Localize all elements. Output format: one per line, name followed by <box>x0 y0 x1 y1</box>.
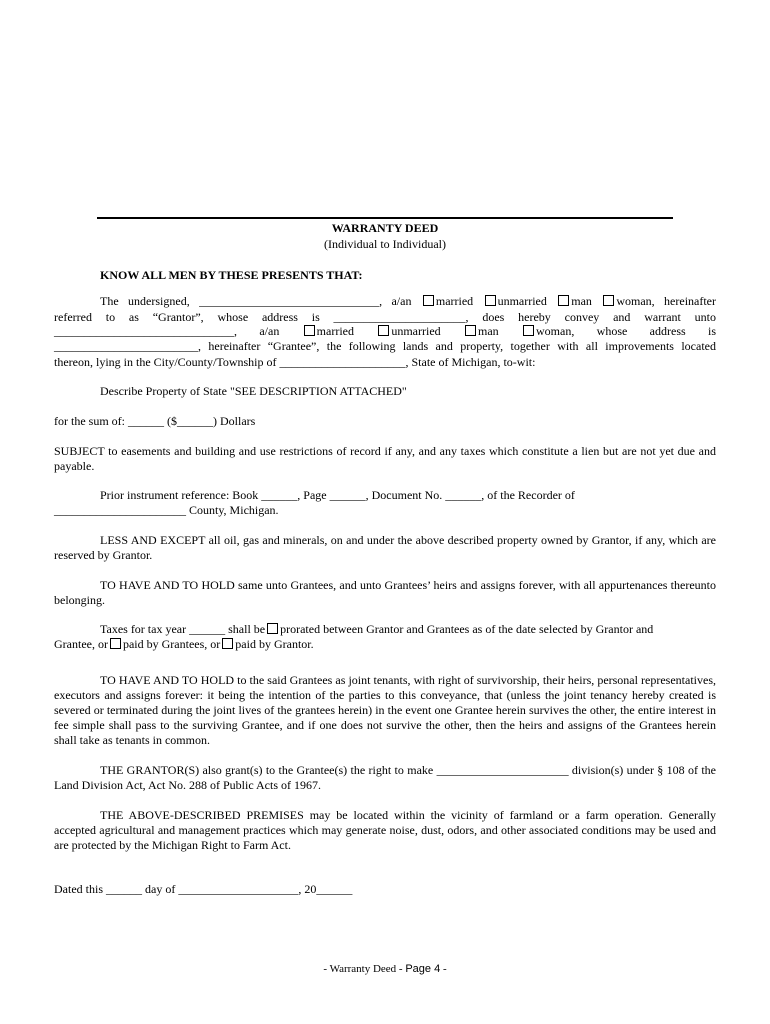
grantor-division-clause: THE GRANTOR(S) also grant(s) to the Grantee(s) the right to make ______________________ division(s) under § 108 of the Land Division Act, Act No. 288 of Public Acts of 1967. <box>54 763 716 792</box>
unmarried-checkbox-2[interactable] <box>378 325 389 336</box>
to-have-and-hold-1: TO HAVE AND TO HOLD same unto Grantees, and unto Grantees’ heirs and assigns forever, with all appurtenances thereunto belonging. <box>54 578 716 607</box>
farmland-clause: THE ABOVE-DESCRIBED PREMISES may be located within the vicinity of farmland or a farm operation. Generally accepted agricultural and management practices which may generate noise, dust, odors, and other associated conditions may be used and are protected by the Michigan Right to Farm Act. <box>54 808 716 852</box>
man-checkbox-1[interactable] <box>558 295 569 306</box>
page-number: Page 4 <box>405 963 441 975</box>
to-have-and-hold-2: TO HAVE AND TO HOLD to the said Grantees as joint tenants, with right of survivorship, their heirs, personal representatives, executors and assigns forever: it being the intention of the parties to this conveyance, that (unless the joint tenancy hereby created is severed or terminated during the joint lives of the grantees herein) in the event one Grantee herein survives the other, the entire interest in fee simple shall pass to the surviving Grantee, and if one does not survive the other, then the heirs and assigns of the Grantees herein shall take as tenants in common. <box>54 673 716 747</box>
subject-clause: SUBJECT to easements and building and use restrictions of record if any, and any taxes which constitute a lien but are not yet due and payable. <box>54 444 716 473</box>
woman-checkbox-1[interactable] <box>603 295 614 306</box>
grantee-line-1: ______________________________, a/an married unmarried man woman, whose address is <box>54 324 716 338</box>
dated-line: Dated this ______ day of ____________________, 20______ <box>54 882 353 896</box>
footer-dash: - <box>442 963 447 975</box>
know-all-heading: KNOW ALL MEN BY THESE PRESENTS THAT: <box>100 268 363 282</box>
taxes-line-2: Grantee, or paid by Grantees, or paid by Grantor. <box>54 637 314 651</box>
less-except-clause: LESS AND EXCEPT all oil, gas and minerals, on and under the above described property owned by Grantor, if any, which are reserved by Grantor. <box>54 533 716 562</box>
prorated-checkbox[interactable] <box>267 623 278 634</box>
sum-line: for the sum of: ______ ($______) Dollars <box>54 414 256 428</box>
man-checkbox-2[interactable] <box>465 325 476 336</box>
paid-by-grantees-checkbox[interactable] <box>110 638 121 649</box>
paid-by-grantor-checkbox[interactable] <box>222 638 233 649</box>
grantor-line-1: The undersigned, ______________________________, a/an married unmarried man woman, hereinafter <box>100 294 717 308</box>
prior-instrument-line-1: Prior instrument reference: Book ______, Page ______, Document No. ______, of the Recorder of <box>100 488 575 502</box>
header-rule <box>97 217 673 219</box>
grantor-line-2: referred to as “Grantor”, whose address is ______________________, does hereby convey and warrant unto <box>54 310 716 324</box>
document-subtitle: (Individual to Individual) <box>324 237 446 251</box>
taxes-line-1: Taxes for tax year ______ shall be prorated between Grantor and Grantees as of the date selected by Grantor and <box>100 622 654 636</box>
footer-label: - Warranty Deed - <box>323 963 403 975</box>
property-description: Describe Property of State "SEE DESCRIPTION ATTACHED" <box>100 384 407 398</box>
prior-instrument-line-2: ______________________ County, Michigan. <box>54 503 279 517</box>
grantee-line-2: ________________________, hereinafter “Grantee”, the following lands and property, together with all improvements located <box>54 339 716 353</box>
married-checkbox-1[interactable] <box>423 295 434 306</box>
grantee-line-3: thereon, lying in the City/County/Township of _____________________, State of Michigan, to-wit: <box>54 355 536 369</box>
woman-checkbox-2[interactable] <box>523 325 534 336</box>
page-footer <box>0 963 770 975</box>
unmarried-checkbox-1[interactable] <box>485 295 496 306</box>
married-checkbox-2[interactable] <box>304 325 315 336</box>
document-title: WARRANTY DEED <box>331 221 439 235</box>
